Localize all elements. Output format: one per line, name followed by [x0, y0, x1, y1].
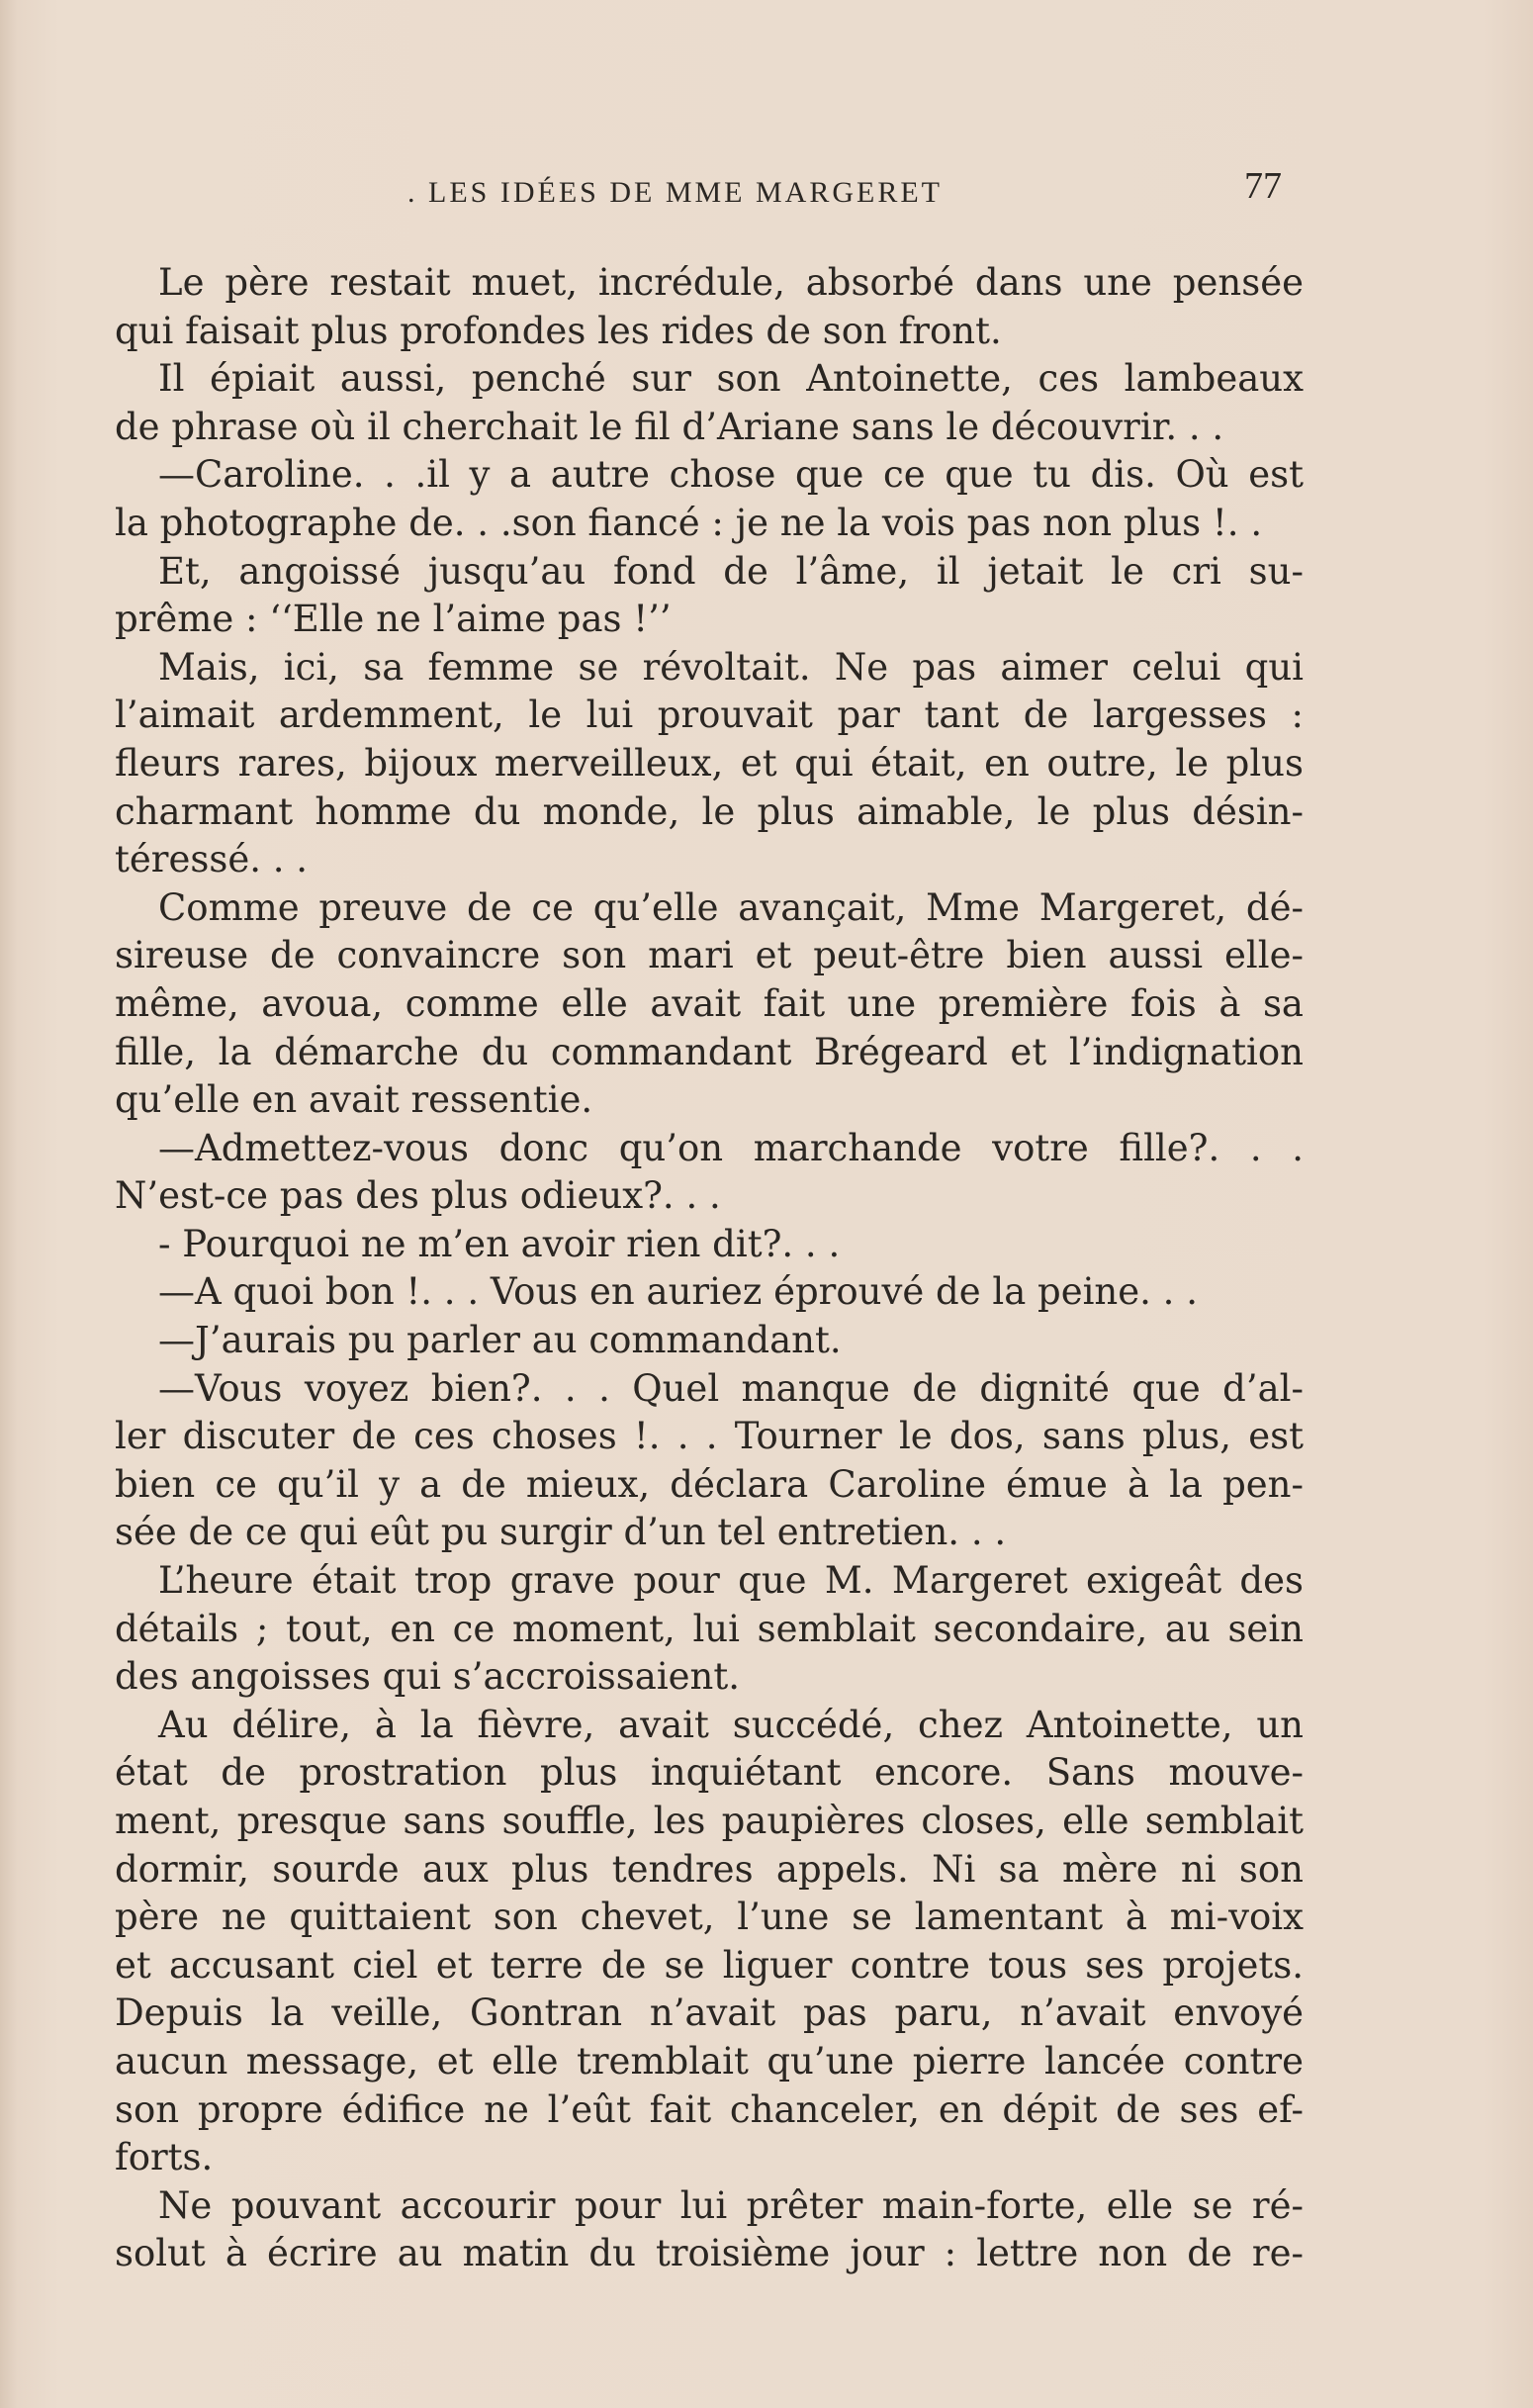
text-line: qu’elle en avait ressentie. [115, 1078, 593, 1122]
text-line: père ne quittaient son chevet, l’une se lamentant à mi-voix [115, 1896, 1304, 1939]
text-line: —Caroline. . .il y a autre chose que ce que tu dis. Où est [158, 453, 1304, 497]
text-line: Il épiait aussi, penché sur son Antoinette, ces lambeaux [158, 357, 1304, 401]
text-line: la photographe de. . .son fiancé : je ne la vois pas non plus !. . [115, 501, 1263, 544]
text-line: des angoisses qui s’accroissaient. [115, 1655, 741, 1699]
text-line: prême : ‘‘Elle ne l’aime pas !’’ [115, 598, 672, 641]
text-line: Le père restait muet, incrédule, absorbé dans une pensée [158, 261, 1304, 304]
text-line: détails ; tout, en ce moment, lui semblait secondaire, au sein [115, 1607, 1304, 1650]
text-line: bien ce qu’il y a de mieux, déclara Caroline émue à la pen- [115, 1462, 1304, 1506]
text-line: forts. [115, 2136, 214, 2179]
text-line: L’heure était trop grave pour que M. Margeret exigeât des [158, 1559, 1304, 1603]
text-line: sée de ce qui eût pu surgir d’un tel entretien. . . [115, 1511, 1007, 1554]
text-line: Ne pouvant accourir pour lui prêter main-forte, elle se ré- [158, 2183, 1304, 2227]
running-title: . LES IDÉES DE MME MARGERET [407, 176, 943, 209]
text-line: même, avoua, comme elle avait fait une première fois à sa [115, 981, 1304, 1025]
page-header [0, 165, 1533, 220]
text-line: aucun message, et elle tremblait qu’une pierre lancée contre [115, 2039, 1304, 2083]
text-line: —Vous voyez bien?. . . Quel manque de dignité que d’al- [158, 1366, 1304, 1410]
text-line: téressé. . . [115, 838, 309, 881]
text-line: ler discuter de ces choses !. . . Tourner le dos, sans plus, est [115, 1415, 1304, 1458]
text-line: Depuis la veille, Gontran n’avait pas paru, n’avait envoyé [115, 1991, 1304, 2035]
text-line: Et, angoissé jusqu’au fond de l’âme, il jetait le cri su- [158, 549, 1304, 593]
text-line: charmant homme du monde, le plus aimable, le plus désin- [115, 789, 1304, 833]
body-text [115, 259, 1304, 2278]
text-line: —A quoi bon !. . . Vous en auriez éprouvé de la peine. . . [158, 1270, 1198, 1314]
text-line: dormir, sourde aux plus tendres appels. Ni sa mère ni son [115, 1847, 1304, 1891]
text-line: solut à écrire au matin du troisième jour : lettre non de re- [115, 2232, 1304, 2275]
text-line: et accusant ciel et terre de se liguer contre tous ses projets. [115, 1943, 1304, 1987]
text-line: Comme preuve de ce qu’elle avançait, Mme Margeret, dé- [158, 885, 1304, 929]
text-line: Mais, ici, sa femme se révoltait. Ne pas aimer celui qui [158, 645, 1304, 689]
text-line: son propre édifice ne l’eût fait chanceler, en dépit de ses ef- [115, 2087, 1304, 2131]
text-line: sireuse de convaincre son mari et peut-être bien aussi elle- [115, 934, 1304, 977]
text-line: - Pourquoi ne m’en avoir rien dit?. . . [158, 1222, 841, 1265]
text-line: N’est-ce pas des plus odieux?. . . [115, 1174, 721, 1218]
text-line: —Admettez-vous donc qu’on marchande votre fille?. . . [158, 1126, 1304, 1169]
text-line: fille, la démarche du commandant Brégeard et l’indignation [115, 1030, 1304, 1073]
page-number: 77 [1244, 165, 1282, 207]
text-line: l’aimait ardemment, le lui prouvait par tant de largesses : [115, 694, 1304, 737]
text-line: —J’aurais pu parler au commandant. [158, 1319, 842, 1362]
text-line: de phrase où il cherchait le fil d’Ariane sans le découvrir. . . [115, 405, 1224, 448]
text-line: Au délire, à la fièvre, avait succédé, chez Antoinette, un [158, 1703, 1304, 1746]
text-line: ment, presque sans souffle, les paupières closes, elle semblait [115, 1800, 1304, 1842]
text-line: qui faisait plus profondes les rides de son front. [115, 309, 1002, 352]
text-line: état de prostration plus inquiétant encore. Sans mouve- [115, 1751, 1304, 1795]
text-line: fleurs rares, bijoux merveilleux, et qui était, en outre, le plus [115, 741, 1304, 785]
